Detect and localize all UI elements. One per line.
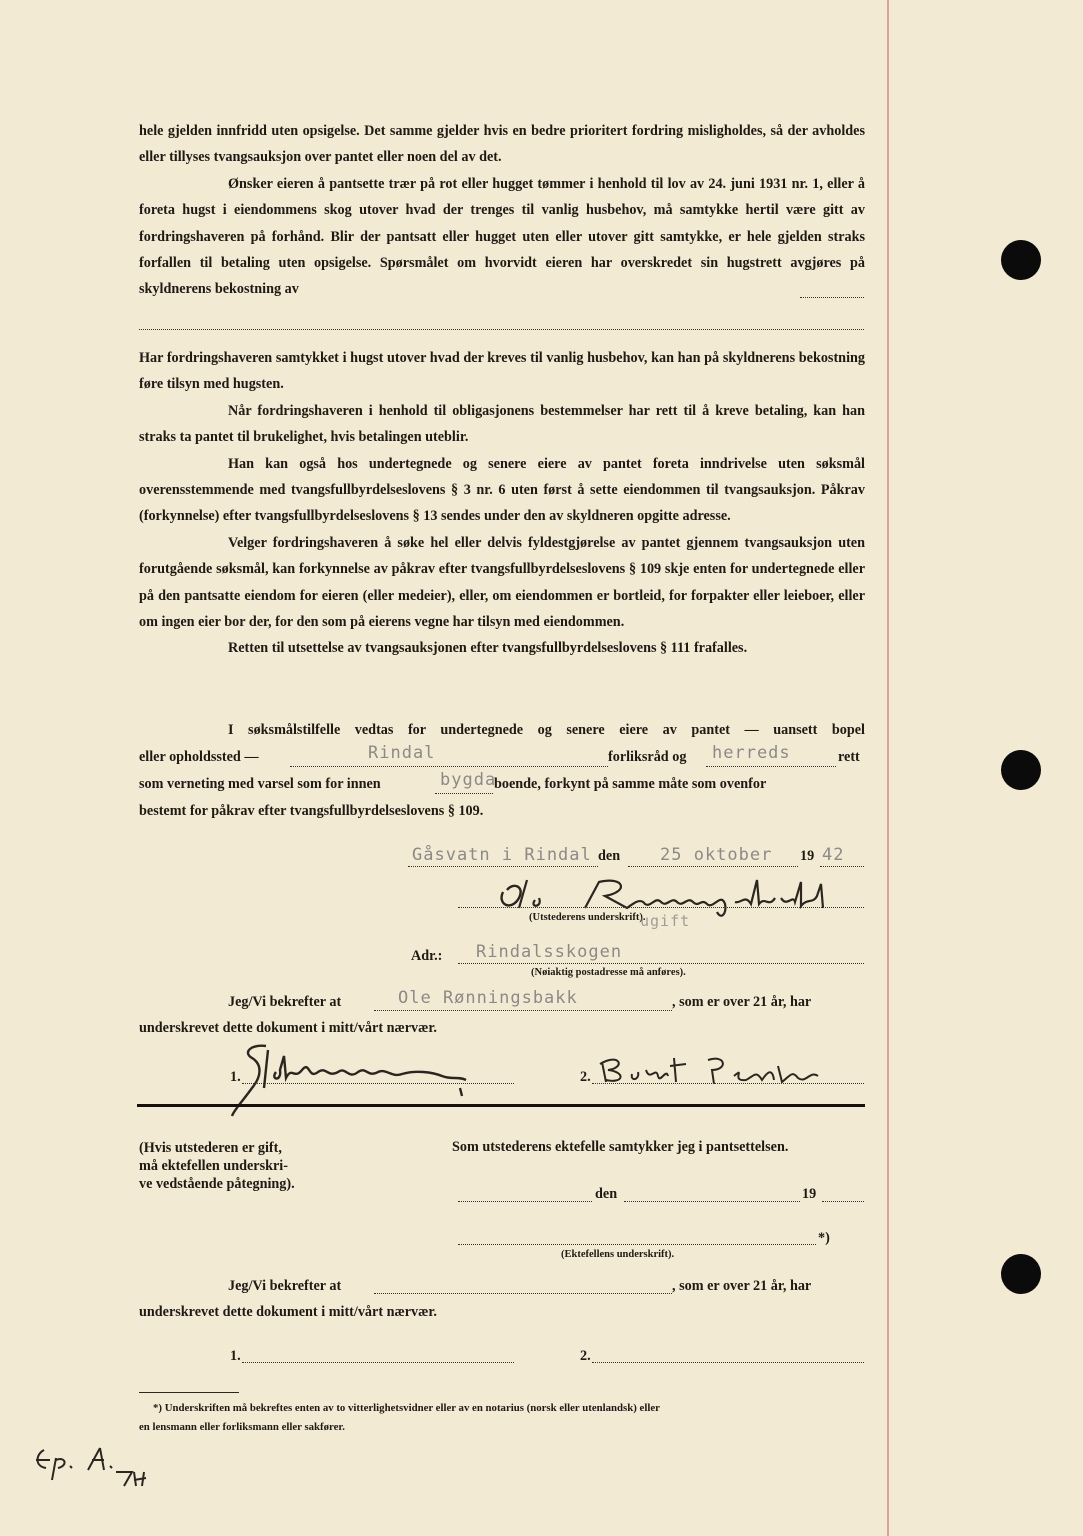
witness2-prefix: Jeg/Vi bekrefter at <box>228 1278 342 1294</box>
footnote-rule <box>139 1392 239 1393</box>
blank-line <box>374 1293 672 1294</box>
blank-line <box>706 766 836 767</box>
blank-line <box>820 866 864 867</box>
paragraph: hele gjelden innfridd uten opsigelse. Det samme gjelder hvis en bedre prioritert fordring misligholdes, så der avholdes eller tillyses tvangsauksjon over pantet eller noen del av det. <box>139 123 865 166</box>
paragraph: Velger fordringshaveren å søke hel eller delvis fyldestgjørelse av pantet gjennem tvangsauksjon uten forutgående søksmål, kan forkynnelse av påkrav efter tvangsfullbyrdelseslovens § 109 skje enten for undertegnede eller på den pantsatte eiendom for eieren (eller medeier), eller, om eiendommen er bortleid, for forpakter eller leieboer, eller om ingen eier bor der, for den som på eierens vegne har tilsyn med eiendommen. <box>139 534 865 631</box>
venue-line-3-suffix: boende, forkynt på samme måte som ovenfor <box>494 776 767 792</box>
blank-line <box>242 1362 514 1363</box>
paragraph: Han kan også hos undertegnede og senere eiere av pantet foreta inndrivelse uten søksmål overensstemmende med tvangsfullbyrdelseslovens § 3 nr. 6 uten først å sette eiendommen til tvangsauksjon. Påkrav (forkynnelse) efter tvangsfullbyrdelseslovens § 13 sendes under den av skyldneren opgitte adresse. <box>139 455 865 525</box>
punch-hole <box>1001 1254 1041 1294</box>
blank-line <box>290 766 608 767</box>
witness-1-signature-image <box>222 1036 482 1120</box>
witness-prefix: Jeg/Vi bekrefter at <box>228 994 342 1010</box>
spouse-den-label: den <box>595 1186 618 1202</box>
paragraph-block-top <box>139 118 865 303</box>
spouse-note-line: må ektefellen underskri- <box>139 1158 288 1174</box>
witness-number-1: 1. <box>230 1069 241 1085</box>
blank-line <box>458 1244 816 1245</box>
blank-line <box>800 297 864 298</box>
issuer-signature-image <box>495 874 845 916</box>
venue-line-3-prefix: som verneting med varsel som for innen <box>139 776 381 792</box>
blank-line <box>458 963 864 964</box>
paragraph: Retten til utsettelse av tvangsauksjonen efter tvangsfullbyrdelseslovens § 111 frafalles. <box>228 640 748 657</box>
paragraph: Når fordringshaveren i henhold til obligasjonens bestemmelser har rett til å kreve betaling, kan han straks ta pantet til brukelighet, hvis betalingen uteblir. <box>139 402 865 446</box>
address-fill: Rindalsskogen <box>476 942 623 962</box>
witness-name-fill: Ole Rønningsbakk <box>398 988 578 1008</box>
footnote-line: *) Underskriften må bekreftes enten av to vitterlighetsvidner eller av en notarius (norsk eller utenlandsk) eller <box>153 1402 660 1414</box>
footnote-line: en lensmann eller forliksmann eller sakfører. <box>139 1421 345 1433</box>
blank-line <box>458 1201 592 1202</box>
footnote <box>139 1399 865 1437</box>
venue-line-4: bestemt for påkrav efter tvangsfullbyrdelseslovens § 109. <box>139 803 484 819</box>
margin-note-image <box>30 1440 180 1490</box>
blank-line <box>458 907 864 908</box>
date-year-prefix: 19 <box>800 848 815 864</box>
venue-line-1: I søksmålstilfelle vedtas for undertegnede og senere eiere av pantet — uansett bopel <box>228 722 865 738</box>
blank-line <box>408 866 598 867</box>
date-year-fill: 42 <box>822 845 845 865</box>
punch-hole <box>1001 240 1041 280</box>
witness2-suffix: , som er over 21 år, har <box>672 1278 812 1294</box>
witness-number-2: 2. <box>580 1069 591 1085</box>
venue-line-2-suffix: rett <box>838 749 860 765</box>
blank-line <box>628 866 798 867</box>
witness2-number-1: 1. <box>230 1348 241 1364</box>
margin-line <box>887 0 889 1536</box>
venue-place-fill: Rindal <box>368 743 436 763</box>
blank-line <box>435 793 493 794</box>
witness2-line-2: underskrevet dette dokument i mitt/vårt nærvær. <box>139 1304 437 1320</box>
blank-line <box>242 1083 514 1084</box>
address-label: Adr.: <box>411 948 443 964</box>
spouse-consent: Som utstederens ektefelle samtykker jeg i pantsettelsen. <box>452 1139 789 1155</box>
blank-line <box>592 1083 864 1084</box>
venue-court-fill: herreds <box>712 743 791 763</box>
venue-district-fill: bygda <box>440 770 497 790</box>
spouse-note-line: (Hvis utstederen er gift, <box>139 1140 282 1156</box>
blank-line <box>822 1201 864 1202</box>
issuer-sig-label: (Utstederens underskrift). <box>529 912 646 923</box>
blank-line <box>139 329 864 330</box>
date-place-fill: Gåsvatn i Rindal <box>412 845 592 865</box>
witness-suffix: , som er over 21 år, har <box>672 994 812 1010</box>
divider-rule <box>137 1104 865 1107</box>
punch-hole <box>1001 750 1041 790</box>
blank-line <box>592 1362 864 1363</box>
paragraph: Ønsker eieren å pantsette trær på rot eller hugget tømmer i henhold til lov av 24. juni 1931 nr. 1, eller å foreta hugst i eiendommens skog utover hvad der trenges til vanlig husbehov, må samtykke hertil være gitt av fordringshaveren på forhånd. Blir der pantsatt eller hugget uten eller utover gitt samtykke, er hele gjelden straks forfallen til betaling uten opsigelse. Spørsmålet om hvorvidt eieren har overskredet sin hugstrett avgjøres på skyldnerens bekostning av <box>139 175 865 298</box>
spouse-sig-label: (Ektefellens underskrift). <box>561 1249 675 1260</box>
paragraph: Har fordringshaveren samtykket i hugst utover hvad der kreves til vanlig husbehov, kan han på skyldnerens bekostning føre tilsyn med hugsten. <box>139 350 865 393</box>
date-den-label: den <box>598 848 621 864</box>
spouse-note <box>139 1139 295 1193</box>
venue-line-2-mid: forliksråd og <box>608 749 687 765</box>
witness2-number-2: 2. <box>580 1348 591 1364</box>
witness-line-2: underskrevet dette dokument i mitt/vårt nærvær. <box>139 1020 437 1036</box>
venue-line-2-prefix: eller opholdssted — <box>139 749 259 765</box>
blank-line <box>374 1010 672 1011</box>
date-day-month-fill: 25 oktober <box>660 845 773 865</box>
paragraph-block-mid <box>139 345 865 662</box>
issuer-status-fill: ugift <box>640 912 691 930</box>
spouse-note-line: ve vedstående påtegning). <box>139 1176 295 1192</box>
address-hint: (Nøiaktig postadresse må anføres). <box>531 967 686 978</box>
blank-line <box>624 1201 800 1202</box>
spouse-year-prefix: 19 <box>802 1186 817 1202</box>
spouse-asterisk: *) <box>818 1230 830 1246</box>
